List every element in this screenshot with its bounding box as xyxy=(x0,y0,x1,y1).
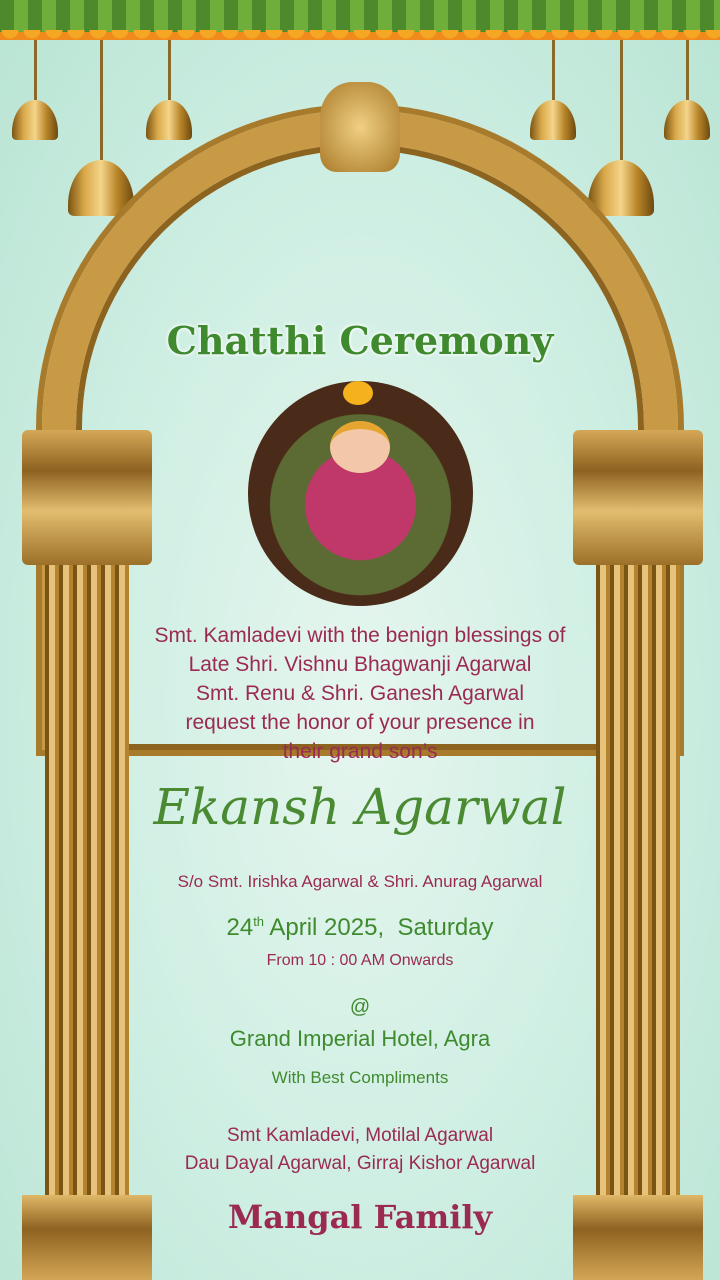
intro-line: Smt. Renu & Shri. Ganesh Agarwal xyxy=(196,682,524,705)
family-line: Dau Dayal Agarwal, Girraj Kishor Agarwal xyxy=(184,1153,536,1174)
intro-line: their grand son’s xyxy=(282,740,438,763)
date-suffix: th xyxy=(253,914,265,929)
toran-garland xyxy=(0,0,720,40)
ceremony-title: Chatthi Ceremony xyxy=(166,318,554,363)
bell-chain xyxy=(686,40,689,100)
bell-chain xyxy=(168,40,171,100)
bell-chain xyxy=(552,40,555,100)
family-members xyxy=(0,1122,720,1178)
family-name: Mangal Family xyxy=(227,1198,493,1236)
bell-chain xyxy=(620,40,623,160)
bell-icon xyxy=(12,100,58,140)
bell-icon xyxy=(146,100,192,140)
venue: Grand Imperial Hotel, Agra xyxy=(229,1026,491,1051)
bell-icon xyxy=(588,160,654,216)
bell-chain xyxy=(34,40,37,100)
intro-line: request the honor of your presence in xyxy=(185,711,535,734)
bell-icon xyxy=(530,100,576,140)
compliments-heading: With Best Compliments xyxy=(271,1068,449,1087)
baby-photo xyxy=(248,381,473,606)
parents-line: S/o Smt. Irishka Agarwal & Shri. Anurag Agarwal xyxy=(177,872,543,891)
bell-chain xyxy=(100,40,103,160)
bell-icon xyxy=(664,100,710,140)
intro-text xyxy=(0,621,720,766)
arch-keystone xyxy=(320,82,400,172)
intro-line: Smt. Kamladevi with the benign blessings of xyxy=(154,624,566,647)
date-day: 24 xyxy=(226,914,254,941)
intro-line: Late Shri. Vishnu Bhagwanji Agarwal xyxy=(188,653,532,676)
family-line: Smt Kamladevi, Motilal Agarwal xyxy=(226,1125,494,1146)
at-symbol: @ xyxy=(349,996,371,1018)
date-rest: April 2025, Saturday xyxy=(264,914,494,941)
child-name: Ekansh Agarwal xyxy=(153,778,567,836)
event-time: From 10 : 00 AM Onwards xyxy=(266,952,454,969)
bell-icon xyxy=(68,160,134,216)
event-date xyxy=(0,914,720,942)
